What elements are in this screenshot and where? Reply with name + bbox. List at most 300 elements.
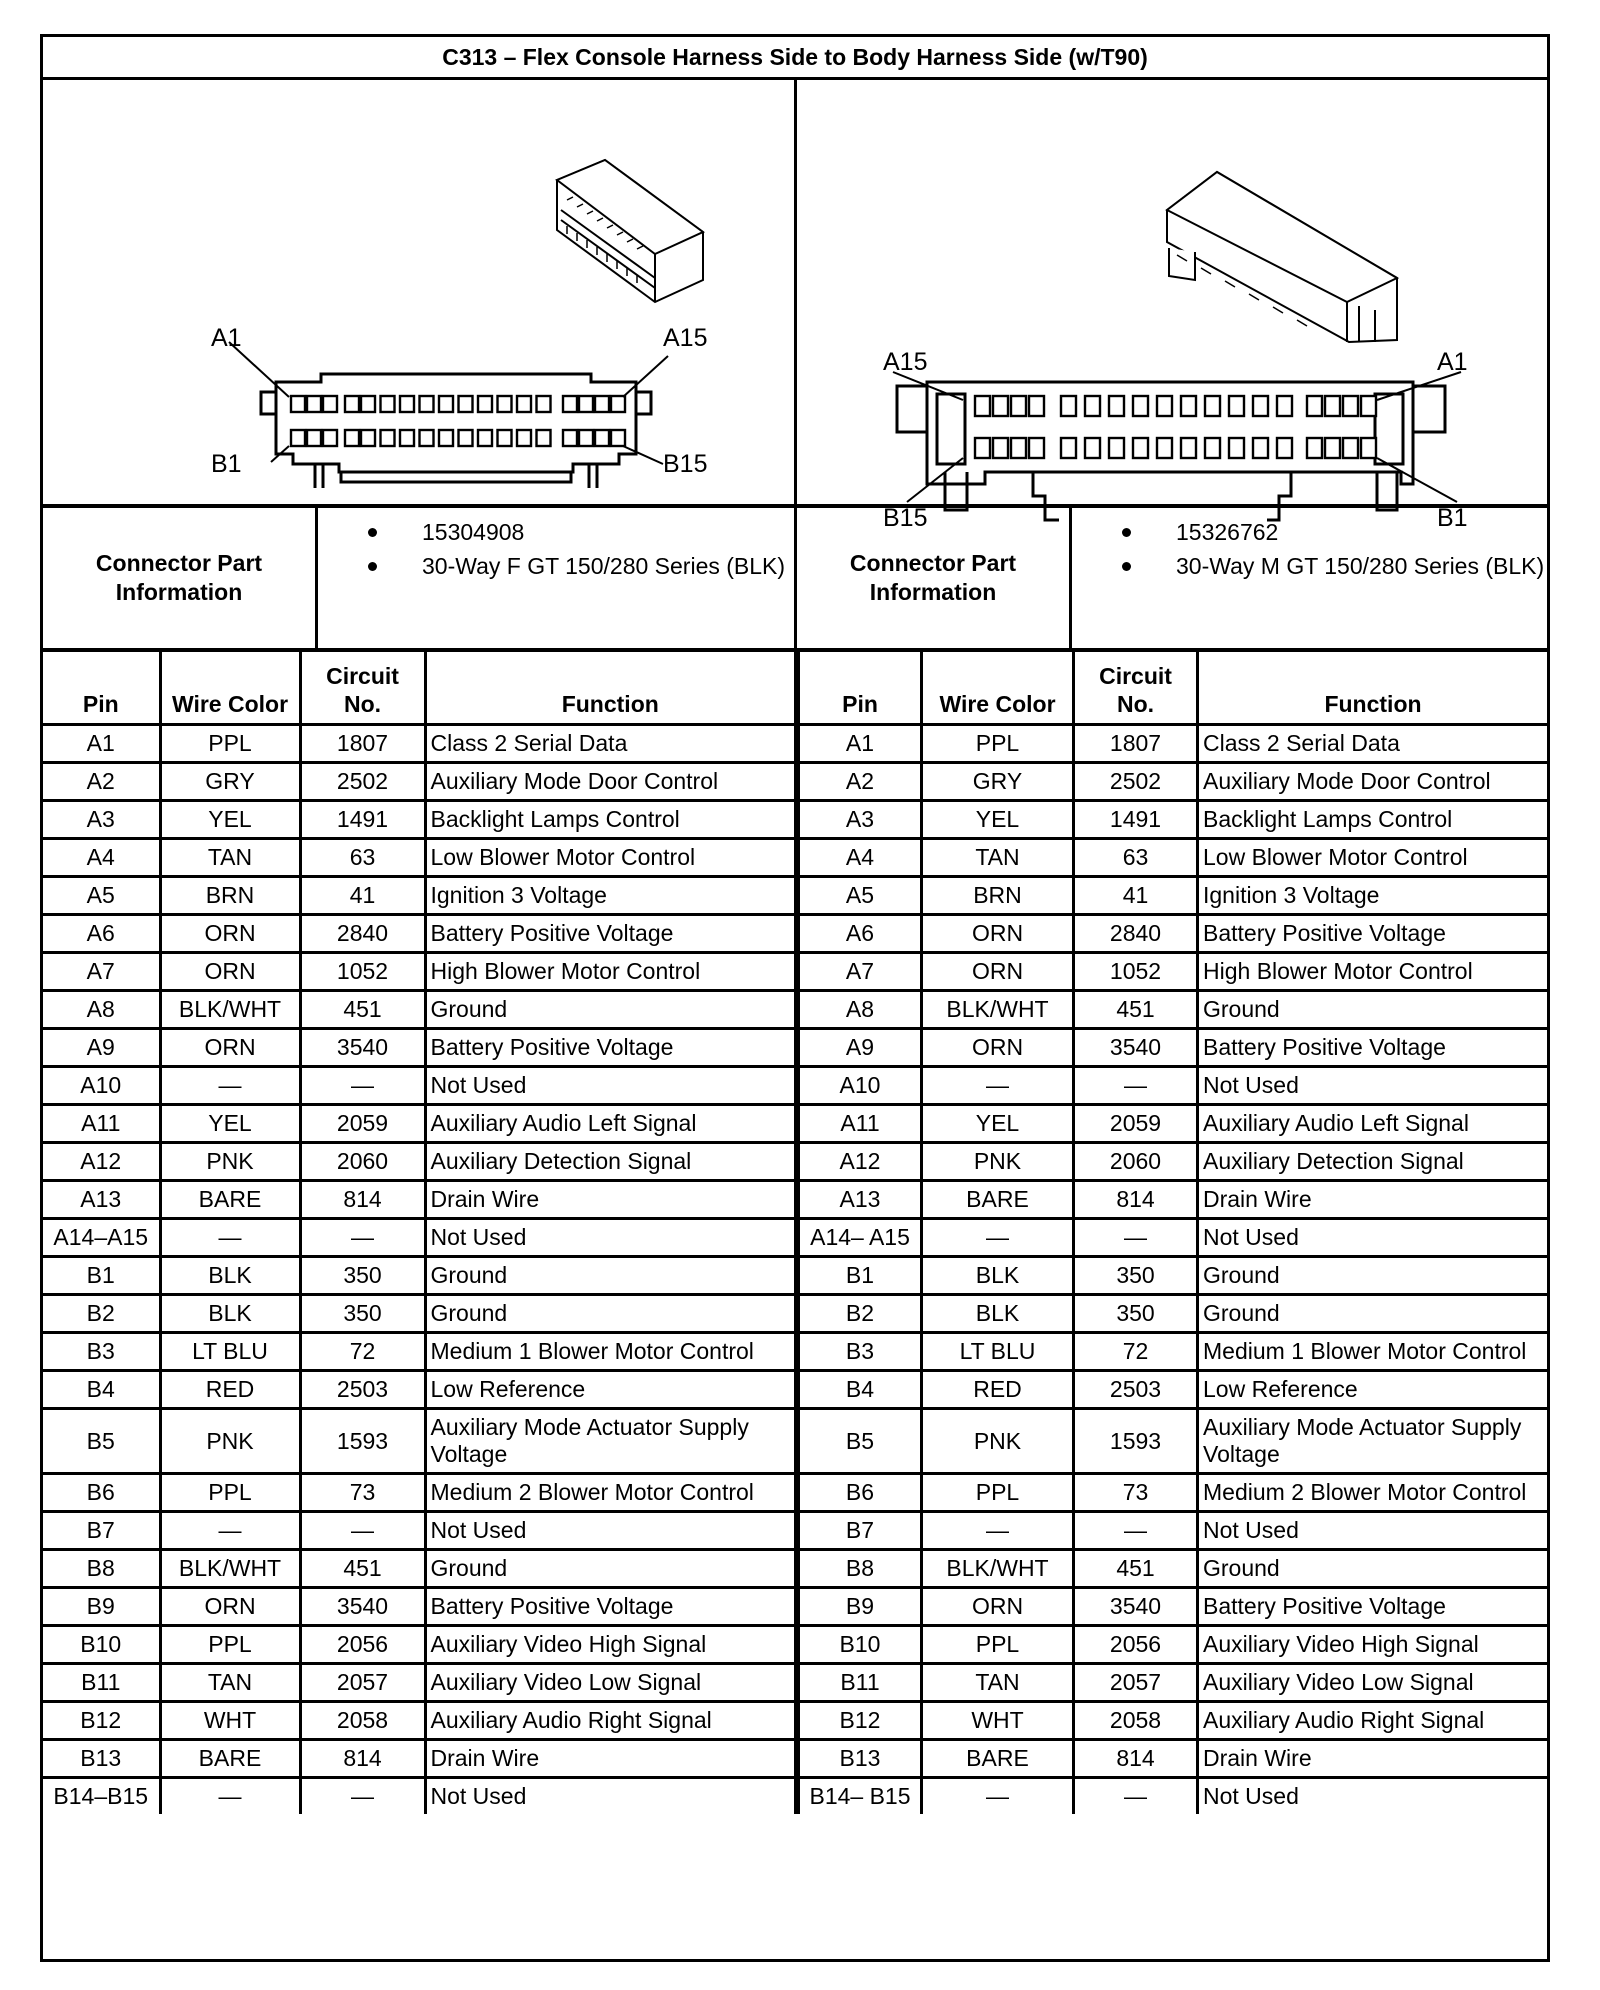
pin-cavity xyxy=(478,430,492,446)
cell-wire-color: ORN xyxy=(160,953,300,991)
cell-wire-color: — xyxy=(922,1219,1074,1257)
cell-pin: B7 xyxy=(799,1512,922,1550)
cell-function: Auxiliary Video Low Signal xyxy=(1198,1664,1548,1702)
pin-cavity xyxy=(1133,396,1148,416)
cell-pin: A14–A15 xyxy=(43,1219,160,1257)
cell-function: Medium 1 Blower Motor Control xyxy=(425,1333,796,1371)
cell-circuit: 1807 xyxy=(1074,725,1198,763)
cell-function: Auxiliary Detection Signal xyxy=(425,1143,796,1181)
cell-circuit: — xyxy=(300,1512,425,1550)
pin-cavity xyxy=(291,396,305,412)
pin-cavity xyxy=(1181,396,1196,416)
pin-cavity xyxy=(1061,396,1076,416)
table-row xyxy=(43,1257,796,1295)
cell-pin: B13 xyxy=(799,1740,922,1778)
pin-cavity xyxy=(1361,396,1376,416)
cell-wire-color: BLK xyxy=(922,1295,1074,1333)
cell-circuit: 3540 xyxy=(1074,1588,1198,1626)
table-row xyxy=(799,725,1548,763)
cell-wire-color: — xyxy=(160,1512,300,1550)
table-row xyxy=(43,877,796,915)
cell-circuit: — xyxy=(300,1067,425,1105)
pin-cavity xyxy=(611,396,625,412)
cell-wire-color: YEL xyxy=(922,1105,1074,1143)
pin-cavity xyxy=(400,430,414,446)
pin-cavity xyxy=(1277,438,1292,458)
pin-cavity xyxy=(420,430,434,446)
cell-pin: A3 xyxy=(799,801,922,839)
cell-circuit: 1491 xyxy=(300,801,425,839)
part-number-item xyxy=(1072,518,1547,547)
cell-circuit: — xyxy=(1074,1067,1198,1105)
pin-cavity xyxy=(595,396,609,412)
table-row xyxy=(799,1029,1548,1067)
cell-wire-color: — xyxy=(160,1067,300,1105)
table-row xyxy=(43,1702,796,1740)
col-header-circuit: Circuit No. xyxy=(300,650,425,725)
part-series: 30-Way F GT 150/280 Series (BLK) xyxy=(422,553,786,579)
cell-circuit: 2057 xyxy=(1074,1664,1198,1702)
cell-circuit: 350 xyxy=(300,1295,425,1333)
cell-wire-color: — xyxy=(922,1067,1074,1105)
table-row xyxy=(43,1409,796,1474)
cell-pin: B12 xyxy=(799,1702,922,1740)
cell-wire-color: ORN xyxy=(922,1029,1074,1067)
cell-wire-color: WHT xyxy=(160,1702,300,1740)
label-b1: B1 xyxy=(1437,504,1468,532)
cell-function: Class 2 Serial Data xyxy=(1198,725,1548,763)
cell-circuit: 1052 xyxy=(300,953,425,991)
cell-function: Low Reference xyxy=(425,1371,796,1409)
pin-cavity xyxy=(1085,438,1100,458)
pin-cavity xyxy=(459,430,473,446)
cell-circuit: — xyxy=(1074,1778,1198,1815)
cell-wire-color: BARE xyxy=(160,1181,300,1219)
pin-cavity xyxy=(1061,438,1076,458)
cell-pin: A4 xyxy=(43,839,160,877)
cell-wire-color: BRN xyxy=(160,877,300,915)
table-row xyxy=(799,1626,1548,1664)
connector-part-info-row xyxy=(43,504,1547,652)
cell-wire-color: ORN xyxy=(160,915,300,953)
cell-pin: A3 xyxy=(43,801,160,839)
cell-circuit: 451 xyxy=(1074,1550,1198,1588)
table-row xyxy=(43,1664,796,1702)
cell-wire-color: BARE xyxy=(922,1740,1074,1778)
cell-circuit: 72 xyxy=(300,1333,425,1371)
cell-circuit: 3540 xyxy=(300,1029,425,1067)
cell-wire-color: PPL xyxy=(160,1626,300,1664)
cell-circuit: 350 xyxy=(1074,1295,1198,1333)
label-b15: B15 xyxy=(883,504,928,532)
table-row xyxy=(799,1740,1548,1778)
cell-pin: B5 xyxy=(799,1409,922,1474)
col-header-pin: Pin xyxy=(799,650,922,725)
cell-pin: B6 xyxy=(43,1474,160,1512)
col-header-circuit: Circuit No. xyxy=(1074,650,1198,725)
pin-cavity xyxy=(993,438,1008,458)
pin-cavity xyxy=(1011,438,1026,458)
pin-cavity xyxy=(517,396,531,412)
cell-function: Not Used xyxy=(1198,1512,1548,1550)
table-row xyxy=(799,801,1548,839)
cell-circuit: 72 xyxy=(1074,1333,1198,1371)
cell-wire-color: TAN xyxy=(160,839,300,877)
cell-pin: B9 xyxy=(799,1588,922,1626)
pin-cavity xyxy=(439,396,453,412)
cell-pin: A1 xyxy=(799,725,922,763)
cell-circuit: 2502 xyxy=(1074,763,1198,801)
cell-function: Auxiliary Video High Signal xyxy=(1198,1626,1548,1664)
cell-circuit: 63 xyxy=(1074,839,1198,877)
cell-function: Battery Positive Voltage xyxy=(425,1588,796,1626)
cell-function: Auxiliary Mode Door Control xyxy=(1198,763,1548,801)
table-row xyxy=(799,839,1548,877)
pin-cavity xyxy=(1361,438,1376,458)
cell-wire-color: PPL xyxy=(922,725,1074,763)
connector-part-values-right xyxy=(1072,508,1547,648)
table-row xyxy=(43,915,796,953)
cell-circuit: 2060 xyxy=(1074,1143,1198,1181)
col-header-function: Function xyxy=(1198,650,1548,725)
table-row xyxy=(799,1067,1548,1105)
cell-function: Battery Positive Voltage xyxy=(1198,1029,1548,1067)
cell-pin: A8 xyxy=(43,991,160,1029)
pin-cavity xyxy=(1325,438,1340,458)
table-row xyxy=(799,1588,1548,1626)
cell-pin: B4 xyxy=(43,1371,160,1409)
table-row xyxy=(43,1512,796,1550)
cell-function: Drain Wire xyxy=(425,1740,796,1778)
cell-pin: A8 xyxy=(799,991,922,1029)
cell-function: Backlight Lamps Control xyxy=(1198,801,1548,839)
cell-pin: B8 xyxy=(43,1550,160,1588)
table-row xyxy=(799,1219,1548,1257)
female-connector-drawing xyxy=(43,80,794,507)
table-row xyxy=(799,877,1548,915)
cell-wire-color: PNK xyxy=(160,1409,300,1474)
table-row xyxy=(799,1333,1548,1371)
cell-function: Not Used xyxy=(425,1778,796,1815)
table-row xyxy=(799,763,1548,801)
cell-function: Ground xyxy=(1198,1550,1548,1588)
cell-function: Battery Positive Voltage xyxy=(425,1029,796,1067)
cell-function: Backlight Lamps Control xyxy=(425,801,796,839)
pin-cavity xyxy=(381,430,395,446)
table-row xyxy=(43,725,796,763)
table-row xyxy=(43,1550,796,1588)
pin-cavity xyxy=(1011,396,1026,416)
cell-circuit: 451 xyxy=(1074,991,1198,1029)
cell-circuit: 2059 xyxy=(1074,1105,1198,1143)
cell-wire-color: BARE xyxy=(922,1181,1074,1219)
cell-function: Medium 2 Blower Motor Control xyxy=(1198,1474,1548,1512)
cell-function: Ground xyxy=(425,991,796,1029)
table-row xyxy=(799,953,1548,991)
cell-function: Medium 1 Blower Motor Control xyxy=(1198,1333,1548,1371)
pin-cavity xyxy=(975,438,990,458)
cell-function: Ignition 3 Voltage xyxy=(1198,877,1548,915)
cell-wire-color: RED xyxy=(160,1371,300,1409)
cell-wire-color: ORN xyxy=(922,953,1074,991)
cell-wire-color: ORN xyxy=(922,1588,1074,1626)
cell-circuit: 63 xyxy=(300,839,425,877)
col-header-wire-color: Wire Color xyxy=(160,650,300,725)
cell-circuit: 73 xyxy=(300,1474,425,1512)
table-row xyxy=(43,1778,796,1815)
cell-pin: A14– A15 xyxy=(799,1219,922,1257)
cell-pin: A10 xyxy=(799,1067,922,1105)
cell-wire-color: PNK xyxy=(922,1409,1074,1474)
cell-circuit: 2060 xyxy=(300,1143,425,1181)
pin-cavity xyxy=(611,430,625,446)
left-connector-diagram xyxy=(43,80,797,507)
col-header-wire-color: Wire Color xyxy=(922,650,1074,725)
cell-wire-color: BLK/WHT xyxy=(922,1550,1074,1588)
label-a15: A15 xyxy=(663,324,708,352)
cell-circuit: — xyxy=(1074,1219,1198,1257)
pin-cavity xyxy=(345,430,359,446)
pin-cavity xyxy=(1133,438,1148,458)
cell-circuit: 2840 xyxy=(1074,915,1198,953)
pinout-table-left xyxy=(43,648,797,1814)
cell-wire-color: RED xyxy=(922,1371,1074,1409)
cell-pin: B13 xyxy=(43,1740,160,1778)
cell-function: Auxiliary Detection Signal xyxy=(1198,1143,1548,1181)
pin-cavity xyxy=(1181,438,1196,458)
pin-cavity xyxy=(563,430,577,446)
cell-function: Low Blower Motor Control xyxy=(1198,839,1548,877)
cell-pin: B11 xyxy=(43,1664,160,1702)
table-row xyxy=(799,915,1548,953)
cell-circuit: 1807 xyxy=(300,725,425,763)
cell-pin: B1 xyxy=(43,1257,160,1295)
cell-circuit: — xyxy=(300,1778,425,1815)
cell-pin: A6 xyxy=(43,915,160,953)
cell-wire-color: PNK xyxy=(922,1143,1074,1181)
cell-pin: B3 xyxy=(799,1333,922,1371)
label-b15: B15 xyxy=(663,450,708,478)
cell-wire-color: BLK/WHT xyxy=(160,1550,300,1588)
cell-wire-color: BLK xyxy=(922,1257,1074,1295)
table-row xyxy=(43,1588,796,1626)
cell-wire-color: TAN xyxy=(922,839,1074,877)
table-row xyxy=(43,991,796,1029)
cell-circuit: — xyxy=(300,1219,425,1257)
cell-pin: A7 xyxy=(43,953,160,991)
cell-wire-color: GRY xyxy=(160,763,300,801)
cell-pin: A9 xyxy=(43,1029,160,1067)
cell-wire-color: BLK/WHT xyxy=(160,991,300,1029)
cell-wire-color: — xyxy=(922,1778,1074,1815)
cell-circuit: 451 xyxy=(300,991,425,1029)
cell-circuit: 41 xyxy=(300,877,425,915)
bullet-icon xyxy=(1122,562,1131,571)
cell-pin: B5 xyxy=(43,1409,160,1474)
cell-pin: A1 xyxy=(43,725,160,763)
cell-function: Not Used xyxy=(425,1067,796,1105)
table-row xyxy=(799,1257,1548,1295)
pin-cavity xyxy=(323,430,337,446)
cell-function: Auxiliary Mode Door Control xyxy=(425,763,796,801)
label-b1: B1 xyxy=(211,450,242,478)
pin-cavity xyxy=(1343,438,1358,458)
table-row xyxy=(799,1371,1548,1409)
pin-cavity xyxy=(420,396,434,412)
pin-cavity xyxy=(1307,438,1322,458)
cell-wire-color: WHT xyxy=(922,1702,1074,1740)
cell-function: Low Blower Motor Control xyxy=(425,839,796,877)
cell-function: Auxiliary Mode Actuator Supply Voltage xyxy=(1198,1409,1548,1474)
table-row xyxy=(43,1143,796,1181)
cell-circuit: 1593 xyxy=(1074,1409,1198,1474)
pin-cavity xyxy=(1029,438,1044,458)
connector-3d-thumbnail xyxy=(557,160,703,302)
cell-circuit: 814 xyxy=(300,1181,425,1219)
cell-function: Auxiliary Video High Signal xyxy=(425,1626,796,1664)
cell-function: Not Used xyxy=(425,1512,796,1550)
part-number: 15304908 xyxy=(422,519,525,545)
cell-pin: B14–B15 xyxy=(43,1778,160,1815)
pinout-table-right xyxy=(797,648,1547,1814)
table-row xyxy=(43,839,796,877)
table-row xyxy=(43,953,796,991)
cell-circuit: 350 xyxy=(1074,1257,1198,1295)
cell-wire-color: TAN xyxy=(160,1664,300,1702)
cell-pin: B14– B15 xyxy=(799,1778,922,1815)
cell-pin: A12 xyxy=(799,1143,922,1181)
cell-pin: A10 xyxy=(43,1067,160,1105)
cell-pin: B2 xyxy=(799,1295,922,1333)
pin-cavity xyxy=(517,430,531,446)
cell-function: Auxiliary Audio Right Signal xyxy=(1198,1702,1548,1740)
cell-circuit: 350 xyxy=(300,1257,425,1295)
table-row xyxy=(799,1550,1548,1588)
cell-pin: B12 xyxy=(43,1702,160,1740)
table-row xyxy=(799,1181,1548,1219)
pin-cavity xyxy=(498,396,512,412)
label-a15: A15 xyxy=(883,348,928,376)
cell-wire-color: GRY xyxy=(922,763,1074,801)
cell-wire-color: PNK xyxy=(160,1143,300,1181)
pinout-rows xyxy=(43,725,796,1815)
cell-function: Drain Wire xyxy=(425,1181,796,1219)
cell-function: Not Used xyxy=(1198,1067,1548,1105)
connector-part-label-left: Connector Part Information xyxy=(43,508,318,648)
table-row xyxy=(43,801,796,839)
pin-cavity xyxy=(478,396,492,412)
cell-circuit: 2058 xyxy=(300,1702,425,1740)
cell-wire-color: YEL xyxy=(160,801,300,839)
cell-function: Auxiliary Audio Left Signal xyxy=(1198,1105,1548,1143)
cell-function: Auxiliary Video Low Signal xyxy=(425,1664,796,1702)
cell-wire-color: BLK/WHT xyxy=(922,991,1074,1029)
pin-cavity xyxy=(323,396,337,412)
pin-cavity xyxy=(563,396,577,412)
cell-function: Not Used xyxy=(425,1219,796,1257)
cell-wire-color: BLK xyxy=(160,1257,300,1295)
cell-function: Ground xyxy=(1198,991,1548,1029)
table-row xyxy=(799,1778,1548,1815)
pin-cavity xyxy=(1157,396,1172,416)
cell-wire-color: TAN xyxy=(922,1664,1074,1702)
cell-function: Ignition 3 Voltage xyxy=(425,877,796,915)
label-a1: A1 xyxy=(211,324,242,352)
cell-function: Battery Positive Voltage xyxy=(1198,1588,1548,1626)
cell-circuit: 2840 xyxy=(300,915,425,953)
cell-circuit: 2502 xyxy=(300,763,425,801)
cell-pin: A2 xyxy=(799,763,922,801)
table-row xyxy=(43,1371,796,1409)
part-number-item xyxy=(318,518,794,547)
pin-cavity xyxy=(1253,396,1268,416)
cell-circuit: 2056 xyxy=(1074,1626,1198,1664)
pin-cavity xyxy=(1307,396,1322,416)
pin-cavity xyxy=(498,430,512,446)
cell-circuit: 41 xyxy=(1074,877,1198,915)
cell-circuit: 1593 xyxy=(300,1409,425,1474)
cell-circuit: 2059 xyxy=(300,1105,425,1143)
cell-circuit: 3540 xyxy=(300,1588,425,1626)
cell-circuit: 814 xyxy=(1074,1740,1198,1778)
part-number: 15326762 xyxy=(1176,519,1279,545)
cell-circuit: — xyxy=(1074,1512,1198,1550)
connector-part-values-left xyxy=(318,508,797,648)
table-row xyxy=(43,1067,796,1105)
cell-pin: B9 xyxy=(43,1588,160,1626)
table-row xyxy=(43,1295,796,1333)
pin-cavity xyxy=(1109,438,1124,458)
cell-function: Low Reference xyxy=(1198,1371,1548,1409)
cell-wire-color: PPL xyxy=(160,725,300,763)
table-row xyxy=(799,1702,1548,1740)
pin-cavity xyxy=(537,396,551,412)
cell-function: Drain Wire xyxy=(1198,1740,1548,1778)
cell-pin: A9 xyxy=(799,1029,922,1067)
pin-cavity xyxy=(1085,396,1100,416)
cell-circuit: 1052 xyxy=(1074,953,1198,991)
label-a1: A1 xyxy=(1437,348,1468,376)
pin-cavity xyxy=(361,430,375,446)
cell-circuit: 2503 xyxy=(300,1371,425,1409)
cell-pin: A11 xyxy=(43,1105,160,1143)
pin-cavity xyxy=(307,430,321,446)
cell-function: Ground xyxy=(425,1295,796,1333)
pin-cavity xyxy=(1343,396,1358,416)
cell-circuit: 2503 xyxy=(1074,1371,1198,1409)
cell-wire-color: ORN xyxy=(160,1029,300,1067)
pin-cavity xyxy=(1253,438,1268,458)
pin-cavity xyxy=(381,396,395,412)
cell-pin: B8 xyxy=(799,1550,922,1588)
connector-sheet xyxy=(40,34,1550,1962)
cell-pin: A6 xyxy=(799,915,922,953)
cell-pin: B10 xyxy=(43,1626,160,1664)
cell-circuit: 451 xyxy=(300,1550,425,1588)
cell-pin: A13 xyxy=(799,1181,922,1219)
cell-wire-color: ORN xyxy=(922,915,1074,953)
cell-function: Auxiliary Mode Actuator Supply Voltage xyxy=(425,1409,796,1474)
cell-function: Battery Positive Voltage xyxy=(1198,915,1548,953)
cell-function: Ground xyxy=(1198,1295,1548,1333)
cell-wire-color: PPL xyxy=(922,1474,1074,1512)
cell-wire-color: YEL xyxy=(922,801,1074,839)
table-row xyxy=(43,1029,796,1067)
pin-cavity xyxy=(993,396,1008,416)
cell-pin: A12 xyxy=(43,1143,160,1181)
pin-cavity xyxy=(307,396,321,412)
cell-pin: A13 xyxy=(43,1181,160,1219)
